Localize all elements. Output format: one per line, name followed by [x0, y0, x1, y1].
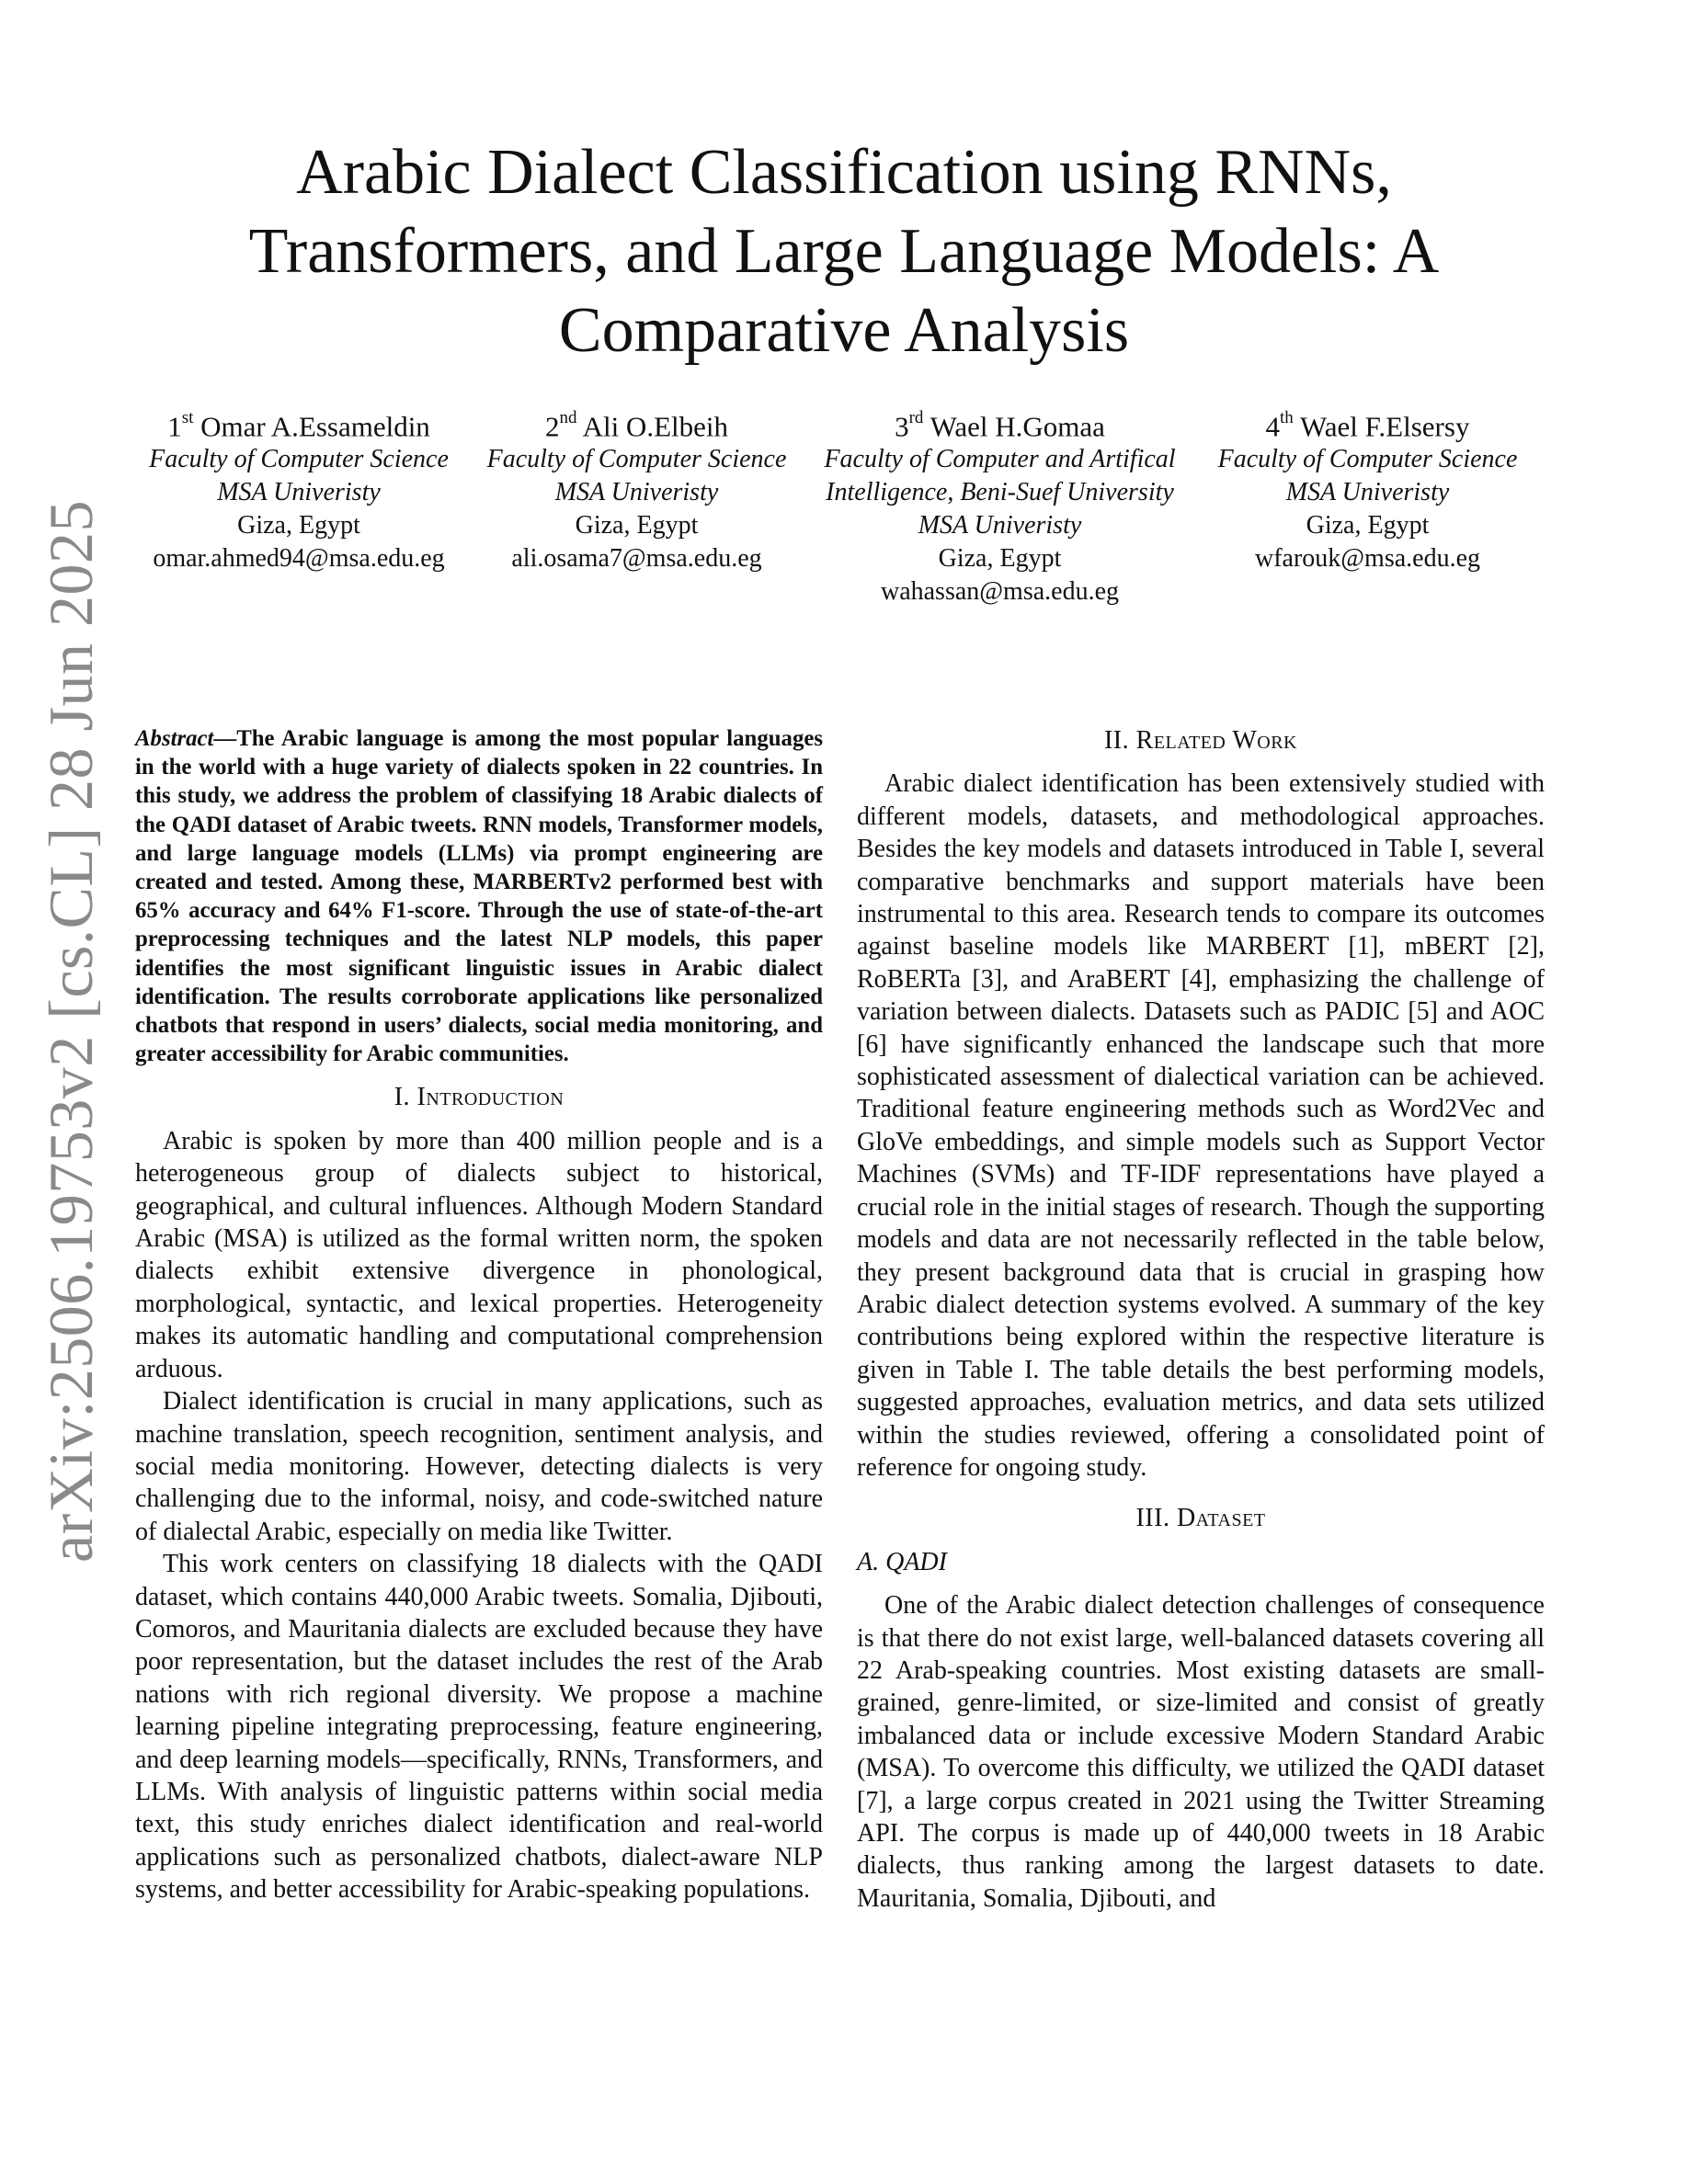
author-2 — [469, 404, 804, 575]
author-ordinal: 3 — [895, 410, 909, 443]
section-heading-introduction — [135, 1081, 823, 1113]
author-location: Giza, Egypt — [1306, 511, 1430, 540]
abstract-text: —The Arabic language is among the most popular languages in the world with a huge variety of dialects spoken in 22 countries. In this study, we address the problem of classifying 18 Arabic dialects of the QADI dataset of Arabic tweets. RNN models, Transformer models, and large language models (LLMs) via prompt engineering are created and tested. Among these, MARBERTv2 performed best with 65% accuracy and 64% F1-score. Through the use of state-of-the-art preprocessing techniques and the latest NLP models, this paper identifies the most significant linguistic issues in Arabic dialect identification. The results corroborate applications like personalized chatbots that respond in users’ dialects, social media monitoring, and greater accessibility for Arabic communities. — [135, 726, 823, 1067]
author-ordinal-suffix: nd — [559, 408, 577, 427]
author-university: MSA Univeristy — [1285, 478, 1450, 507]
author-name: Omar A.Essameldin — [200, 410, 430, 443]
intro-paragraph-2: Dialect identification is crucial in many applications, such as machine translation, speech recognition, sentiment analysis, and social media monitoring. However, detecting dialects is very challenging due to the informal, noisy, and code-switched nature of dialectal Arabic, especially on media like Twitter. — [135, 1387, 823, 1546]
author-1 — [129, 404, 469, 575]
section-title: Introduction — [416, 1083, 565, 1112]
intro-paragraph-3: This work centers on classifying 18 dialects with the QADI dataset, which contains 440,000 Arabic tweets. Somalia, Djibouti, Comoros, and Mauritania dialects are excluded because they have poor representation, but the dataset includes the rest of the Arab nations with rich regional diversity. We propose a machine learning pipeline integrating preprocessing, feature engineering, and deep learning models—specifically, RNNs, Transformers, and LLMs. With analysis of linguistic patterns within social media text, this study enriches dialect identification and real-world applications such as personalized chatbots, dialect-aware NLP systems, and better accessibility for Arabic-speaking populations. — [135, 1550, 823, 1905]
related-work-paragraph: Arabic dialect identification has been extensively studied with different models, datasets, and methodological approaches. Besides the key models and datasets introduced in Table I, several comparative benchmarks and support materials have been instrumental to this area. Research tends to compare its outcomes against baseline models like MARBERT [1], mBERT [2], RoBERTa [3], and AraBERT [4], emphasizing the challenge of variation between dialects. Datasets such as PADIC [5] and AOC [6] have significantly enhanced the landscape such that more sophisticated assessment of dialectical variation can be achieved. Traditional feature engineering methods such as Word2Vec and GloVe embeddings, and simple models such as Support Vector Machines (SVMs) and TF-IDF representations have played a crucial role in the initial stages of research. Though the supporting models and data are not necessarily reflected in the table below, they present background data that is crucial in grasping how Arabic dialect detection systems evolved. A summary of the key contributions being explored within the respective literature is given in Table I. The table details the best performing models, suggested approaches, evaluation metrics, and data sets utilized within the studies reviewed, offering a consolidated point of reference for ongoing study. — [857, 769, 1545, 1482]
author-affiliation-line-2: Intelligence, Beni-Suef University — [826, 478, 1174, 507]
author-email: ali.osama7@msa.edu.eg — [511, 544, 762, 574]
author-location: Giza, Egypt — [938, 544, 1062, 574]
left-column — [135, 724, 823, 1906]
author-university: MSA Univeristy — [217, 478, 381, 507]
section-heading-related-work — [857, 724, 1545, 756]
abstract-label: Abstract — [135, 726, 214, 751]
author-affiliation: Faculty of Computer Science — [486, 445, 787, 474]
author-email: wfarouk@msa.edu.eg — [1254, 544, 1481, 574]
author-ordinal: 2 — [545, 410, 560, 443]
author-location: Giza, Egypt — [575, 511, 699, 540]
author-affiliation: Faculty of Computer Science — [1217, 445, 1518, 474]
author-4 — [1195, 404, 1540, 575]
author-affiliation: Faculty of Computer and Artifical — [824, 445, 1176, 474]
right-column — [857, 724, 1545, 1915]
author-ordinal: 1 — [167, 410, 182, 443]
author-name: Wael F.Elsersy — [1300, 410, 1470, 443]
author-name: Wael H.Gomaa — [930, 410, 1105, 443]
section-numeral: III. — [1135, 1504, 1177, 1533]
author-ordinal-suffix: th — [1280, 408, 1294, 427]
abstract — [135, 724, 823, 1068]
dataset-paragraph: One of the Arabic dialect detection challenges of consequence is that there do not exist large, well-balanced datasets covering all 22 Arab-speaking countries. Most existing datasets are small-grained, genre-limited, or size-limited and consist of greatly imbalanced data or include excessive Modern Standard Arabic (MSA). To overcome this difficulty, we utilized the QADI dataset [7], a large corpus created in 2021 using the Twitter Streaming API. The corpus is made up of 440,000 tweets in 18 Arabic dialects, thus ranking among the largest datasets to date. Mauritania, Somalia, Djibouti, and — [857, 1591, 1545, 1913]
section-title: Related Work — [1135, 726, 1298, 755]
author-ordinal-suffix: rd — [908, 408, 924, 427]
author-3 — [804, 404, 1195, 609]
author-name: Ali O.Elbeih — [582, 410, 728, 443]
paper-title: Arabic Dialect Classification using RNNs, Transformers, and Large Language Models: A Comparative Analysis — [248, 137, 1440, 366]
author-email: wahassan@msa.edu.eg — [880, 577, 1120, 607]
author-ordinal: 4 — [1265, 410, 1281, 443]
subsection-heading-qadi: A. QADI — [857, 1547, 947, 1576]
section-numeral: II. — [1103, 726, 1136, 755]
author-email: omar.ahmed94@msa.edu.eg — [153, 544, 445, 574]
author-affiliation: Faculty of Computer Science — [149, 445, 449, 474]
author-ordinal-suffix: st — [181, 408, 194, 427]
intro-paragraph-1: Arabic is spoken by more than 400 million people and is a heterogeneous group of dialects subject to historical, geographical, and cultural influences. Although Modern Standard Arabic (MSA) is utilized as the formal written norm, the spoken dialects exhibit extensive divergence in phonological, morphological, syntactic, and lexical properties. Heterogeneity makes its automatic handling and computational comprehension arduous. — [135, 1126, 823, 1383]
section-numeral: I. — [393, 1083, 417, 1112]
author-university: MSA Univeristy — [918, 511, 1082, 540]
section-title: Dataset — [1176, 1504, 1266, 1533]
author-university: MSA Univeristy — [554, 478, 719, 507]
arxiv-identifier: arXiv:2506.19753v2 [cs.CL] 28 Jun 2025 — [36, 499, 106, 1563]
author-location: Giza, Egypt — [237, 511, 360, 540]
section-heading-dataset — [857, 1502, 1545, 1534]
